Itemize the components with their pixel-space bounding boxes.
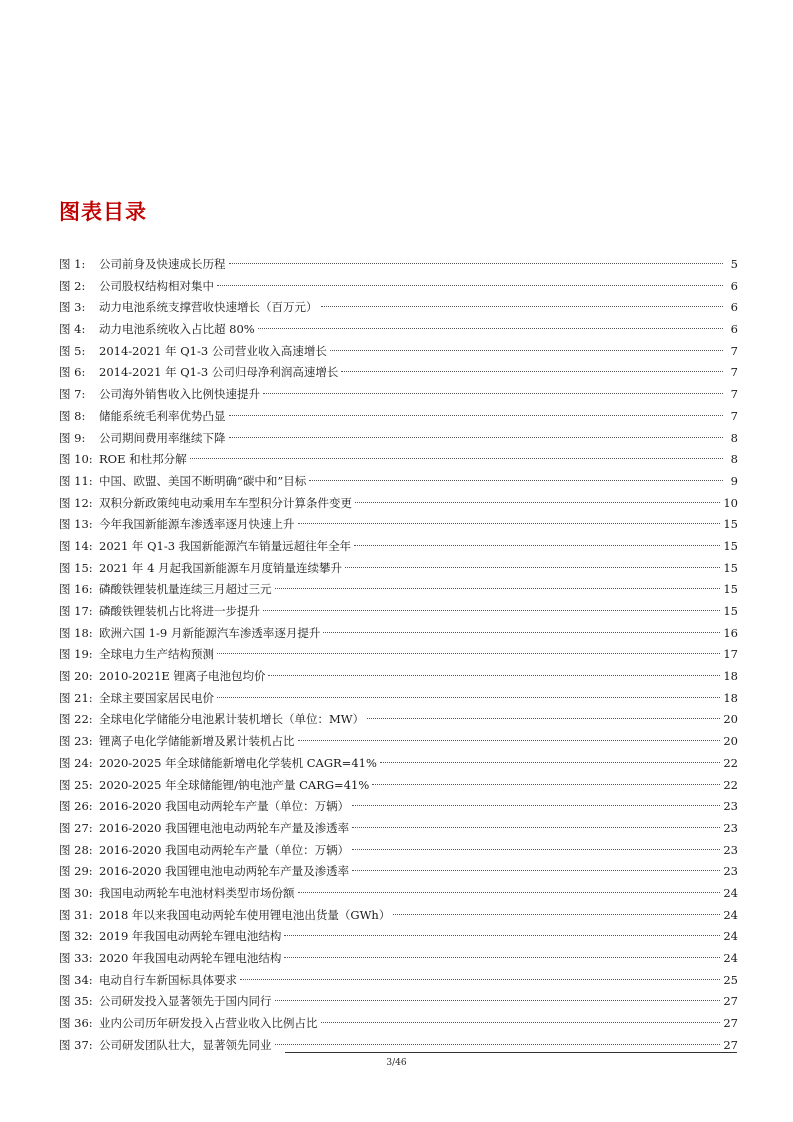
toc-leader-dots bbox=[367, 718, 720, 719]
toc-entry-page: 9 bbox=[730, 473, 738, 488]
toc-entry-label: 图 35: bbox=[59, 994, 93, 1009]
toc-entry[interactable] bbox=[59, 818, 738, 840]
toc-leader-dots bbox=[330, 350, 723, 351]
toc-leader-dots bbox=[321, 1022, 721, 1023]
toc-entry-text: 2014-2021 年 Q1-3 公司归母净利润高速增长 bbox=[99, 365, 339, 380]
toc-entry-page: 15 bbox=[723, 604, 738, 618]
toc-entry[interactable] bbox=[59, 319, 738, 341]
toc-entry-text: 业内公司历年研发投入占营业收入比例占比 bbox=[99, 1016, 318, 1031]
toc-entry-text: 今年我国新能源车渗透率逐月快速上升 bbox=[99, 517, 295, 532]
toc-entry-label: 图 22: bbox=[59, 712, 93, 727]
toc-entry[interactable] bbox=[59, 276, 738, 298]
toc-entry-text: 2016-2020 我国锂电池电动两轮车产量及渗透率 bbox=[99, 864, 350, 879]
toc-leader-dots bbox=[352, 849, 720, 850]
toc-entry[interactable] bbox=[59, 775, 738, 797]
toc-entry-label: 图 13: bbox=[59, 517, 93, 532]
toc-entry-label: 图 18: bbox=[59, 625, 93, 640]
toc-entry[interactable] bbox=[59, 840, 738, 862]
toc-entry-text: 磷酸铁锂装机占比将进一步提升 bbox=[99, 604, 260, 618]
toc-entry-page: 7 bbox=[730, 365, 738, 380]
toc-entry-label: 图 28: bbox=[59, 842, 93, 857]
toc-leader-dots bbox=[229, 437, 724, 438]
toc-entry-text: 2010-2021E 锂离子电池包均价 bbox=[99, 669, 266, 684]
toc-entry[interactable] bbox=[59, 709, 738, 731]
toc-entry-page: 6 bbox=[730, 300, 738, 315]
toc-entry-text: 动力电池系统支撑营收快速增长（百万元） bbox=[99, 300, 318, 315]
toc-entry[interactable] bbox=[59, 883, 738, 905]
toc-entry-label: 图 30: bbox=[59, 885, 93, 900]
toc-leader-dots bbox=[298, 892, 721, 893]
toc-entry[interactable] bbox=[59, 254, 738, 276]
page-title: 图表目录 bbox=[59, 200, 147, 224]
toc-leader-dots bbox=[229, 263, 724, 264]
toc-entry-text: 欧洲六国 1-9 月新能源汽车渗透率逐月提升 bbox=[99, 625, 321, 640]
toc-entry-text: 公司期间费用率继续下降 bbox=[99, 430, 226, 445]
toc-leader-dots bbox=[341, 371, 723, 372]
toc-leader-dots bbox=[309, 480, 723, 481]
toc-entry-text: 锂离子电化学储能新增及累计装机占比 bbox=[99, 734, 295, 749]
toc-leader-dots bbox=[275, 1044, 721, 1045]
toc-entry[interactable] bbox=[59, 384, 738, 406]
toc-entry[interactable] bbox=[59, 601, 738, 623]
toc-entry-label: 图 10: bbox=[59, 452, 93, 467]
toc-entry[interactable] bbox=[59, 297, 738, 319]
toc-entry-page: 27 bbox=[723, 994, 738, 1009]
toc-entry-text: 2014-2021 年 Q1-3 公司营业收入高速增长 bbox=[99, 343, 327, 358]
toc-entry-page: 8 bbox=[730, 452, 738, 467]
toc-entry-label: 图 7: bbox=[59, 387, 86, 402]
toc-entry-text: 2021 年 Q1-3 我国新能源汽车销量远超往年全年 bbox=[99, 538, 352, 553]
toc-entry-page: 20 bbox=[723, 734, 738, 749]
toc-leader-dots bbox=[217, 653, 720, 654]
toc-entry-text: 2020-2025 年全球储能锂/钠电池产量 CARG=41% bbox=[99, 777, 370, 792]
toc-leader-dots bbox=[275, 588, 721, 589]
toc-entry-label: 图 16: bbox=[59, 582, 93, 597]
toc-entry[interactable] bbox=[59, 1013, 738, 1035]
figure-list bbox=[59, 254, 738, 1056]
toc-entry-page: 15 bbox=[723, 538, 738, 553]
toc-entry-page: 17 bbox=[723, 647, 738, 662]
toc-entry-text: 2016-2020 我国电动两轮车产量（单位：万辆） bbox=[99, 799, 350, 814]
toc-entry-label: 图 26: bbox=[59, 799, 93, 814]
toc-entry[interactable] bbox=[59, 731, 738, 753]
toc-entry-text: 公司研发团队壮大，显著领先同业 bbox=[99, 1037, 272, 1052]
toc-entry-text: 公司前身及快速成长历程 bbox=[99, 257, 226, 271]
toc-entry[interactable] bbox=[59, 623, 738, 645]
toc-entry-page: 22 bbox=[723, 755, 738, 770]
toc-entry-page: 18 bbox=[723, 690, 738, 705]
toc-entry-text: 2018 年以来我国电动两轮车使用锂电池出货量（GWh） bbox=[99, 907, 391, 922]
toc-entry-page: 25 bbox=[723, 972, 738, 987]
toc-entry-label: 图 27: bbox=[59, 820, 93, 835]
toc-entry-text: 电动自行车新国标具体要求 bbox=[99, 972, 237, 987]
toc-entry-page: 7 bbox=[730, 343, 738, 358]
toc-entry-label: 图 12: bbox=[59, 495, 93, 510]
toc-entry-page: 24 bbox=[723, 907, 738, 922]
toc-leader-dots bbox=[217, 697, 720, 698]
toc-entry-label: 图 8: bbox=[59, 408, 86, 423]
toc-leader-dots bbox=[284, 935, 720, 936]
toc-entry-label: 图 21: bbox=[59, 690, 93, 705]
toc-entry-page: 24 bbox=[723, 885, 738, 900]
toc-entry-label: 图 23: bbox=[59, 734, 93, 749]
toc-entry-page: 8 bbox=[730, 430, 738, 445]
toc-leader-dots bbox=[354, 545, 720, 546]
toc-entry-page: 27 bbox=[723, 1016, 738, 1031]
toc-entry[interactable] bbox=[59, 644, 738, 666]
toc-entry-text: 全球主要国家居民电价 bbox=[99, 690, 214, 705]
toc-entry-page: 23 bbox=[723, 799, 738, 814]
toc-leader-dots bbox=[298, 523, 721, 524]
toc-entry-page: 22 bbox=[723, 777, 738, 792]
toc-entry-page: 6 bbox=[730, 322, 738, 337]
toc-leader-dots bbox=[352, 827, 720, 828]
toc-entry[interactable] bbox=[59, 341, 738, 363]
toc-leader-dots bbox=[275, 1000, 721, 1001]
toc-entry-text: ROE 和杜邦分解 bbox=[99, 452, 187, 467]
toc-entry-page: 5 bbox=[730, 257, 738, 271]
toc-leader-dots bbox=[372, 784, 720, 785]
toc-entry-label: 图 32: bbox=[59, 929, 93, 944]
toc-entry-text: 中国、欧盟、美国不断明确“碳中和”目标 bbox=[99, 473, 307, 488]
toc-entry-page: 23 bbox=[723, 864, 738, 879]
toc-entry-label: 图 15: bbox=[59, 560, 93, 575]
toc-entry-label: 图 4: bbox=[59, 322, 86, 337]
toc-entry-page: 16 bbox=[723, 625, 738, 640]
toc-entry[interactable] bbox=[59, 970, 738, 992]
toc-entry-page: 6 bbox=[730, 278, 738, 293]
toc-entry[interactable] bbox=[59, 428, 738, 450]
toc-entry[interactable] bbox=[59, 688, 738, 710]
toc-leader-dots bbox=[190, 458, 723, 459]
toc-entry-label: 图 3: bbox=[59, 300, 86, 315]
toc-entry[interactable] bbox=[59, 514, 738, 536]
toc-entry-text: 动力电池系统收入占比超 80% bbox=[99, 322, 255, 337]
toc-entry-page: 15 bbox=[723, 582, 738, 597]
toc-entry-label: 图 31: bbox=[59, 907, 93, 922]
toc-leader-dots bbox=[345, 567, 720, 568]
toc-entry-label: 图 34: bbox=[59, 972, 93, 987]
toc-entry-label: 图 24: bbox=[59, 755, 93, 770]
toc-entry-page: 7 bbox=[730, 387, 738, 402]
toc-entry-label: 图 9: bbox=[59, 430, 86, 445]
toc-entry-label: 图 2: bbox=[59, 278, 86, 293]
toc-entry[interactable] bbox=[59, 493, 738, 515]
toc-leader-dots bbox=[352, 870, 720, 871]
toc-entry-text: 2016-2020 我国电动两轮车产量（单位：万辆） bbox=[99, 842, 350, 857]
toc-entry[interactable] bbox=[59, 666, 738, 688]
toc-entry-text: 公司股权结构相对集中 bbox=[99, 278, 214, 293]
toc-leader-dots bbox=[380, 762, 720, 763]
toc-leader-dots bbox=[268, 675, 720, 676]
toc-leader-dots bbox=[284, 957, 720, 958]
toc-entry-page: 18 bbox=[723, 669, 738, 684]
toc-entry-label: 图 33: bbox=[59, 951, 93, 965]
toc-entry-label: 图 25: bbox=[59, 777, 93, 792]
toc-entry-text: 2021 年 4 月起我国新能源车月度销量连续攀升 bbox=[99, 560, 343, 575]
toc-entry-text: 2019 年我国电动两轮车锂电池结构 bbox=[99, 929, 282, 944]
toc-entry-label: 图 17: bbox=[59, 604, 93, 618]
toc-entry-page: 24 bbox=[723, 929, 738, 944]
footer-divider bbox=[285, 1052, 737, 1053]
toc-entry-text: 公司海外销售收入比例快速提升 bbox=[99, 387, 260, 402]
toc-entry[interactable] bbox=[59, 449, 738, 471]
toc-entry-label: 图 19: bbox=[59, 647, 93, 662]
toc-entry-label: 图 36: bbox=[59, 1016, 93, 1031]
toc-entry-text: 全球电力生产结构预测 bbox=[99, 647, 214, 662]
toc-entry-page: 10 bbox=[723, 495, 738, 510]
toc-entry[interactable] bbox=[59, 861, 738, 883]
toc-entry-label: 图 11: bbox=[59, 473, 93, 488]
toc-leader-dots bbox=[321, 306, 724, 307]
toc-entry-page: 20 bbox=[723, 712, 738, 727]
toc-entry-label: 图 20: bbox=[59, 669, 93, 684]
toc-entry[interactable] bbox=[59, 579, 738, 601]
toc-leader-dots bbox=[298, 740, 721, 741]
toc-entry[interactable] bbox=[59, 796, 738, 818]
toc-entry[interactable] bbox=[59, 905, 738, 927]
toc-entry-text: 储能系统毛利率优势凸显 bbox=[99, 408, 226, 423]
toc-entry[interactable] bbox=[59, 753, 738, 775]
toc-entry-label: 图 5: bbox=[59, 343, 86, 358]
toc-leader-dots bbox=[263, 393, 723, 394]
toc-entry-page: 15 bbox=[723, 517, 738, 532]
toc-leader-dots bbox=[240, 979, 720, 980]
toc-leader-dots bbox=[229, 415, 724, 416]
toc-entry[interactable] bbox=[59, 558, 738, 580]
toc-entry-page: 7 bbox=[730, 408, 738, 423]
toc-entry[interactable] bbox=[59, 991, 738, 1013]
toc-entry-text: 全球电化学储能分电池累计装机增长（单位：MW） bbox=[99, 712, 365, 727]
toc-leader-dots bbox=[263, 610, 720, 611]
toc-entry[interactable] bbox=[59, 406, 738, 428]
toc-entry-page: 23 bbox=[723, 820, 738, 835]
toc-leader-dots bbox=[393, 914, 720, 915]
toc-entry-label: 图 1: bbox=[59, 257, 86, 271]
toc-leader-dots bbox=[323, 632, 720, 633]
toc-entry-label: 图 37: bbox=[59, 1037, 93, 1052]
toc-entry-text: 2016-2020 我国锂电池电动两轮车产量及渗透率 bbox=[99, 820, 350, 835]
toc-entry-text: 我国电动两轮车电池材料类型市场份额 bbox=[99, 885, 295, 900]
toc-entry[interactable] bbox=[59, 926, 738, 948]
toc-entry-page: 27 bbox=[723, 1037, 738, 1052]
toc-entry-label: 图 14: bbox=[59, 538, 93, 553]
toc-leader-dots bbox=[217, 285, 723, 286]
toc-entry-page: 15 bbox=[723, 560, 738, 575]
toc-leader-dots bbox=[258, 328, 723, 329]
toc-entry-text: 2020 年我国电动两轮车锂电池结构 bbox=[99, 951, 282, 965]
page-number: 3/46 bbox=[386, 1058, 407, 1068]
toc-entry[interactable] bbox=[59, 471, 738, 493]
toc-leader-dots bbox=[355, 502, 720, 503]
toc-entry-text: 双积分新政策纯电动乘用车车型积分计算条件变更 bbox=[99, 495, 352, 510]
toc-entry[interactable] bbox=[59, 1035, 738, 1057]
toc-entry-text: 公司研发投入显著领先于国内同行 bbox=[99, 994, 272, 1009]
toc-entry-page: 24 bbox=[723, 951, 738, 965]
toc-entry-text: 2020-2025 年全球储能新增电化学装机 CAGR=41% bbox=[99, 755, 377, 770]
toc-entry[interactable] bbox=[59, 362, 738, 384]
toc-leader-dots bbox=[352, 805, 720, 806]
toc-entry-label: 图 6: bbox=[59, 365, 86, 380]
toc-entry-label: 图 29: bbox=[59, 864, 93, 879]
toc-entry[interactable] bbox=[59, 536, 738, 558]
toc-entry[interactable] bbox=[59, 948, 738, 970]
toc-entry-text: 磷酸铁锂装机量连续三月超过三元 bbox=[99, 582, 272, 597]
toc-entry-page: 23 bbox=[723, 842, 738, 857]
